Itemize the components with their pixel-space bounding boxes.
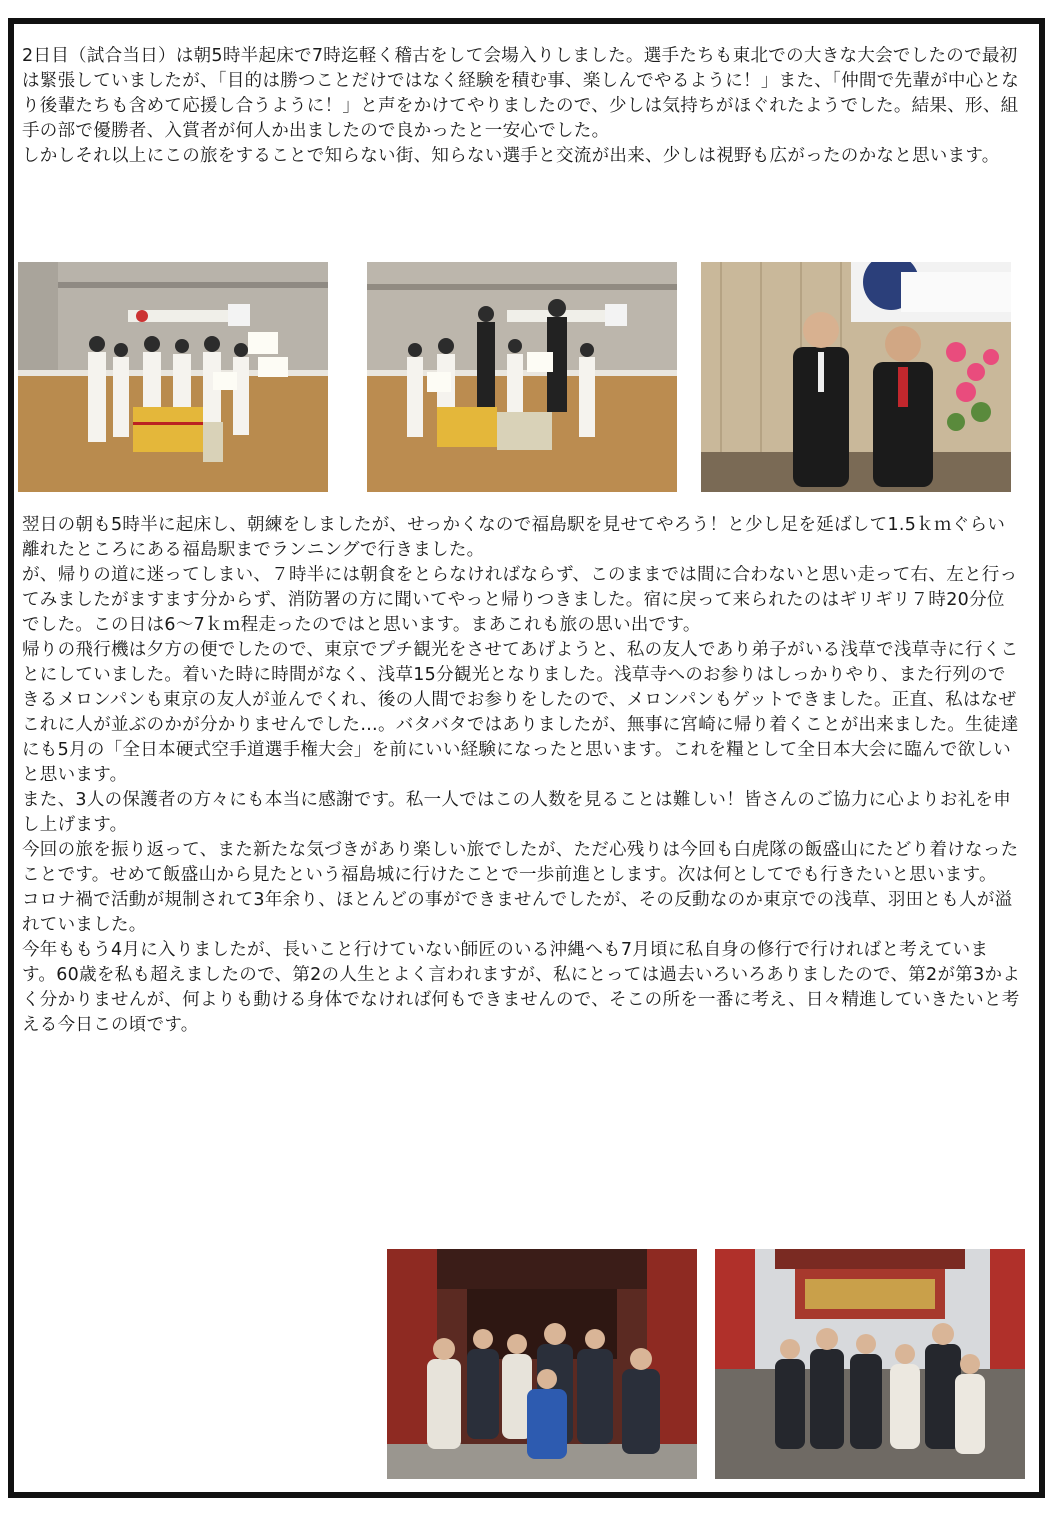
intro-text-block	[22, 44, 1022, 169]
paragraph: また、3人の保護者の方々にも本当に感謝です。私一人ではこの人数を見ることは難しい！皆さんのご協力に心よりお礼を申し上げます。	[22, 790, 1012, 835]
paragraph: 翌日の朝も5時半に起床し、朝練をしましたが、せっかくなので福島駅を見せてやろう！と少し足を延ばして1.5ｋｍぐらい離れたところにある福島駅までランニングで行きました。	[22, 515, 1006, 560]
photo-award-group-1	[18, 262, 328, 492]
photo-award-group-2	[367, 262, 677, 492]
paragraph: 今回の旅を振り返って、また新たな気づきがあり楽しい旅でしたが、ただ心残りは今回も白虎隊の飯盛山にたどり着けなったことです。せめて飯盛山から見たという福島城に行けたことで一歩前進とします。次は何としてでも行きたいと思います。	[22, 840, 1019, 885]
paragraph: が、帰りの道に迷ってしまい、７時半には朝食をとらなければならず、このままでは間に合わないと思い走って右、左と行ってみましたがますます分からず、消防署の方に聞いてやっと帰りつきました。宿に戻って来られたのはギリギリ７時20分位でした。この日は6～7ｋｍ程走ったのではと思います。まあこれも旅の思い出です。	[22, 565, 1018, 635]
photo-temple-group-2	[715, 1249, 1025, 1479]
paragraph: 今年ももう4月に入りましたが、長いこと行けていない師匠のいる沖縄へも7月頃に私自身の修行で行ければと考えています。60歳を私も超えましたので、第2の人生とよく言われますが、私にとっては過去いろいろありましたので、第2が第3かよく分かりませんが、何よりも動ける身体でなければ何もできませんので、そこの所を一番に考え、日々精進していきたいと考える今日この頃です。	[22, 940, 1021, 1035]
paragraph: 帰りの飛行機は夕方の便でしたので、東京でプチ観光をさせてあげようと、私の友人であり弟子がいる浅草で浅草寺に行くことにしていました。着いた時に時間がなく、浅草15分観光となりました。浅草寺へのお参りはしっかりやり、また行列のできるメロンパンも東京の友人が並んでくれ、後の人間でお参りをしたので、メロンパンもゲットできました。正直、私はなぜこれに人が並ぶのかが分かりませんでした…。バタバタではありましたが、無事に宮崎に帰り着くことが出来ました。生徒達にも5月の「全日本硬式空手道選手権大会」を前にいい経験になったと思います。これを糧として全日本大会に臨んで欲しいと思います。	[22, 640, 1019, 785]
paragraph: コロナ禍で活動が規制されて3年余り、ほとんどの事ができませんでしたが、その反動なのか東京での浅草、羽田とも人が溢れていました。	[22, 890, 1013, 935]
photo-two-instructors	[701, 262, 1011, 492]
photo-temple-group-1	[387, 1249, 697, 1479]
paragraph: 2日目（試合当日）は朝5時半起床で7時迄軽く稽古をして会場入りしました。選手たちも東北での大きな大会でしたので最初は緊張していましたが、「目的は勝つことだけではなく経験を積む事、楽しんでやるように！」また、「仲間で先輩が中心となり後輩たちも含めて応援し合うように！」と声をかけてやりましたので、少しは気持ちがほぐれたようでした。結果、形、組手の部で優勝者、入賞者が何人か出ましたので良かったと一安心でした。	[22, 46, 1020, 141]
body-text-block	[22, 513, 1022, 1038]
paragraph: しかしそれ以上にこの旅をすることで知らない街、知らない選手と交流が出来、少しは視野も広がったのかなと思います。	[22, 146, 1000, 166]
